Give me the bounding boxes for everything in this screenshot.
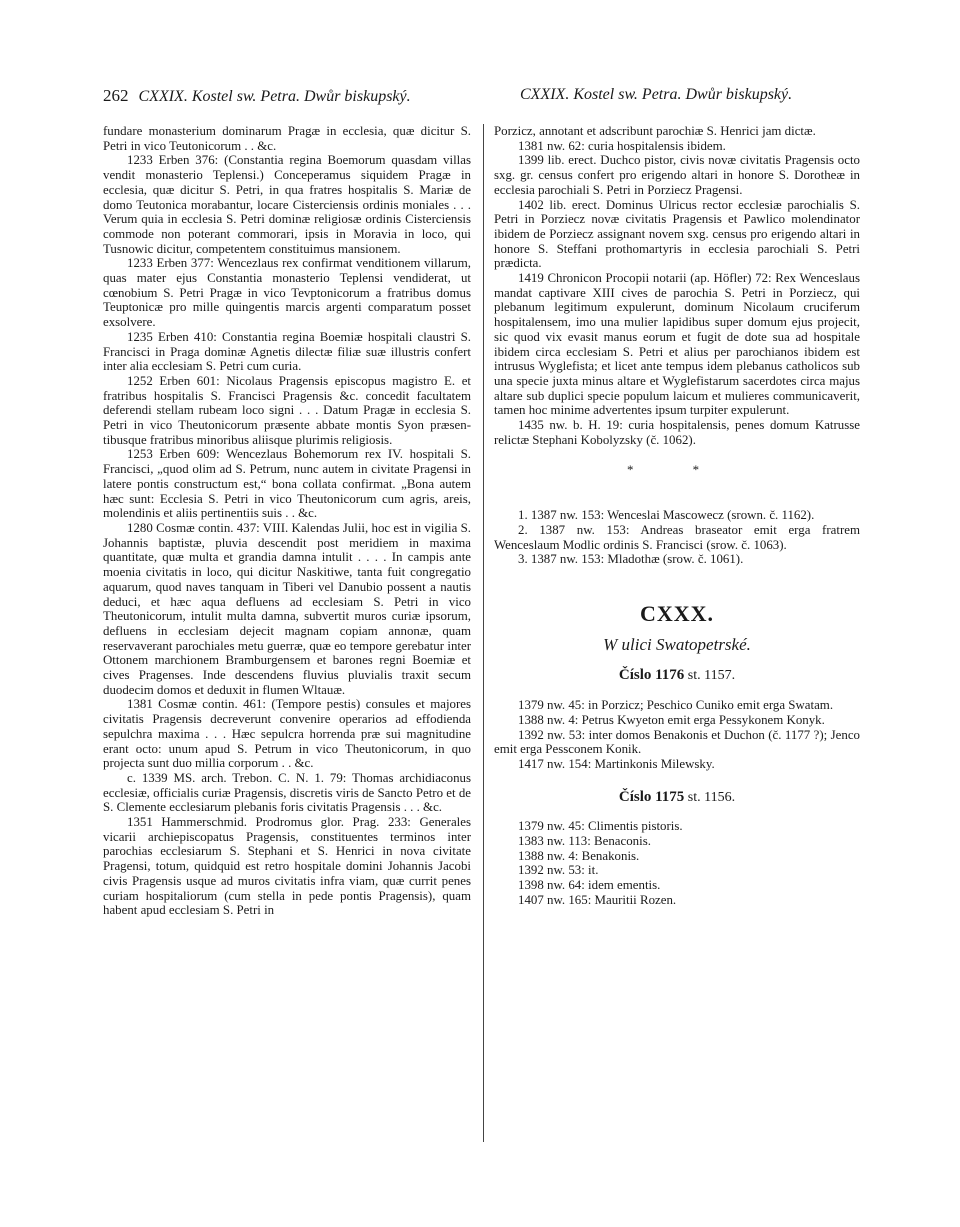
- running-header-left: [103, 86, 411, 106]
- running-title-right: CXXIX. Kostel sw. Petra. Dwůr biskupský.: [520, 86, 793, 103]
- paragraph: Porzicz, annotant et adscribunt parochiæ S. Henrici jam dictæ.: [494, 124, 816, 138]
- paragraph: 1235 Erben 410: Constantia regina Boemiæ hospitali claustri S. Francisci in Praga dominæ Agnetis dilectæ filiæ suæ illustris confert inter alia ecclesiam S. Petri cum curia.: [103, 329, 471, 374]
- paragraph: 1280 Cosmæ contin. 437: VIII. Kalendas Julii, hoc est in vigilia S. Johannis baptistæ, pluvia descendit post meridiem in maxima quantitate, quæ multa et grandia damna intulit . . . . In campis ante moenia civitatis in loco, qui dicitur Naskitiwe, tanta fuit congregatio aquarum, quod naves tanquam in Tiberi vel Danubio possent a nautis deduci, et hæc aqua defluens ad ecclesiam S. Petri in vico Theutonicorum, intulit multa damna, subvertit muros curiæ ipsorum, defluens in ecclesiam dejecit magnam copiam annonæ, quam reservaverant parochiales metu guerræ, quæ eo tempore gerebatur inter Ottonem marchionem Bramburgensem et barones regni Boemiæ et cives Pragenses. Inde descendens fluvius pluvialis traxit secum duodecim domos et deduxit in flumen Wltauæ.: [103, 520, 471, 697]
- paragraph: 1252 Erben 601: Nicolaus Pragensis episcopus magistro E. et fratribus hospitalis S. Francisci Pragensis &c. concedit facultatem deferendi stellam rubeam loco signi . . . Datum Pragæ in ecclesia S. Petri in vico Theutonicorum præsente abbate montis Syon præsentibusque fratribus minoribus aliisque plurimis religiosis.: [103, 373, 471, 447]
- paragraph: 1419 Chronicon Procopii notarii (ap. Höfler) 72: Rex Wenceslaus mandat captivare XIII cives de parochia S. Petri in Porziecz, qui plebanum legitimum expulerunt, dominum Nicolaum cruciferum hospitalensem, imo una mulier lapidibus super domum ejus projecit, sic quod vix evasit manus eorum et fugit de dote sua ad hospitale ibidem circa ecclesiam S. Petri et alius per parochianos ibidem est intrusus Wyglefista; et licet ante tempus idem plebanus catholicos sub una specie juxta minus altare et Wyglefistarum sacerdotes circa majus altare sub duplici specie populum laicum et mulieres communicaverit, tamen hoc minime advertentes ipsum turpiter expulerunt.: [494, 271, 860, 418]
- house-number-bold: Číslo 1176: [618, 667, 685, 684]
- entry: 1398 nw. 64: idem ementis.: [518, 878, 661, 893]
- running-title-left: CXXIX. Kostel sw. Petra. Dwůr biskupský.: [138, 88, 411, 105]
- paragraph: 1381 nw. 62: curia hospitalensis ibidem.: [518, 138, 726, 153]
- paragraph: 1233 Erben 376: (Constantia regina Boemorum quasdam villas vendit monasterio Teplensi.) Conceperamus siquidem Pragæ in ecclesia, quæ dicitur S. Petri, in qua fratres hospitalis S. Mariæ de domo Teutonica morabantur, locare Cisterciensis ordinis moniales . . . Verum quia in ecclesia S. Petri dominæ religiosæ ordinis Cisterciensis commode non poterant commorari, ipsis in Moravia in loco, qui Tusnowic dicitur, competentem constituimus mansionem.: [103, 153, 471, 256]
- right-column: [494, 124, 860, 908]
- house-number-heading: [494, 668, 860, 684]
- paragraph: 1435 nw. b. H. 19: curia hospitalensis, penes domum Katrusse relictæ Stephani Kobolyzsky (č. 1062).: [494, 418, 860, 447]
- section-title: W ulici Swatopetrské.: [603, 634, 751, 654]
- entry: 1379 nw. 45: Climentis pistoris.: [518, 819, 683, 834]
- entry: 1379 nw. 45: in Porzicz; Peschico Cuniko emit erga Swatam.: [518, 698, 834, 713]
- entry: 1392 nw. 53: it.: [518, 863, 599, 878]
- paragraph: c. 1339 MS. arch. Trebon. C. N. 1. 79: Thomas archidiaconus ecclesiæ, officialis curiæ Pragensis, discretis viris de Sancto Petro et de S. Clemente ecclesiarum plebanis foris civitatis Pragensis . . . &c.: [103, 770, 471, 815]
- section-number: CXXX.: [639, 600, 715, 626]
- house-number-heading: [494, 790, 860, 806]
- numbered-note: 2. 1387 nw. 153: Andreas braseator emit erga fratrem Wenceslaum Modlic ordinis S. Francisci (srow. č. 1063).: [494, 522, 860, 552]
- old-number: st. 1157.: [684, 668, 736, 684]
- entry: 1388 nw. 4: Petrus Kwyeton emit erga Pessykonem Konyk.: [518, 712, 825, 727]
- paragraph: 1253 Erben 609: Wencezlaus Bohemorum rex IV. hospitali S. Francisci, „quod olim ad S. Petrum, nunc autem in civitate Pragensi in latere pontis constructum est,“ bona collata confirmat. „Bona autem hæc sunt: Ecclesia S. Petri in vico Theutonicorum cum agris, areis, molendinis et aliis pertinentiis suis . . &c.: [103, 447, 471, 521]
- numbered-note: 1. 1387 nw. 153: Wenceslai Mascowecz (srown. č. 1162).: [518, 508, 815, 523]
- page-number: 262: [103, 86, 129, 105]
- entry: 1417 nw. 154: Martinkonis Milewsky.: [518, 756, 715, 771]
- numbered-note: 3. 1387 nw. 153: Mladothæ (srow. č. 1061).: [518, 552, 744, 567]
- paragraph: 1402 lib. erect. Dominus Ulricus rector ecclesiæ parochialis S. Petri in Porziecz novæ civitatis Pragensis et Pawlico molendinator ibidem de Porziecz assignant novem sxg. census pro erigendo altari in honore S. Steffani prothomartyris in ecclesia parochiali S. Petri prædicta.: [494, 197, 860, 271]
- old-number: st. 1156.: [684, 789, 736, 805]
- section-separator-stars: * *: [626, 463, 728, 478]
- paragraph: 1381 Cosmæ contin. 461: (Tempore pestis) consules et majores civitatis Pragensis decreverunt convenire operarios ad effodienda sepulchra maxima . . . Hæc sepulcra horrenda præ sui magnitudine erant octo: unum apud S. Petrum in vico Theutonicorum, in quo projecta sunt duo millia corporum . . &c.: [103, 697, 471, 771]
- entry: 1388 nw. 4: Benakonis.: [518, 848, 640, 863]
- paragraph: fundare monasterium dominarum Pragæ in ecclesia, quæ dicitur S. Petri in vico Teutonicorum . . &c.: [103, 124, 471, 153]
- house-number-bold: Číslo 1175: [618, 788, 685, 805]
- entry: 1392 nw. 53: inter domos Benakonis et Duchon (č. 1177 ?); Jenco emit erga Pessconem Konik.: [494, 727, 860, 757]
- paragraph: 1351 Hammerschmid. Prodromus glor. Prag. 233: Generales vicarii archiepiscopatus Pragensis, constituentes terminos inter parochias ecclesiarum S. Stephani et S. Henrici in nova civitate Pragensi, totum, quidquid est retro hospitale domini Johannis Jacobi civis Pragensis usque ad muros civitatis infra viam, quæ currit penes curiam hospitaliorum (cum stella in pede pontis Pragensis), quam habent apud ecclesiam S. Petri in: [103, 815, 471, 918]
- paragraph: 1399 lib. erect. Duchco pistor, civis novæ civitatis Pragensis octo sxg. gr. census confert pro erigendo altari in honore S. Dorotheæ in ecclesia parochiali S. Petri in Porziecz Pragensi.: [494, 153, 860, 197]
- left-column: [103, 124, 471, 918]
- entry: 1383 nw. 113: Benaconis.: [518, 834, 651, 849]
- paragraph: 1233 Erben 377: Wencezlaus rex confirmat venditionem villarum, quas mater ejus Constantia monasterio Teplensi vendiderat, ut cœnobium S. Petri Pragæ in vico Tevptonicorum a fratribus domus Teuptonicæ pro mille quingentis marcis argenti comparatum posset exsolvere.: [103, 256, 471, 330]
- entry: 1407 nw. 165: Mauritii Rozen.: [518, 892, 677, 907]
- column-divider: [483, 124, 484, 1142]
- spacer: [494, 772, 860, 790]
